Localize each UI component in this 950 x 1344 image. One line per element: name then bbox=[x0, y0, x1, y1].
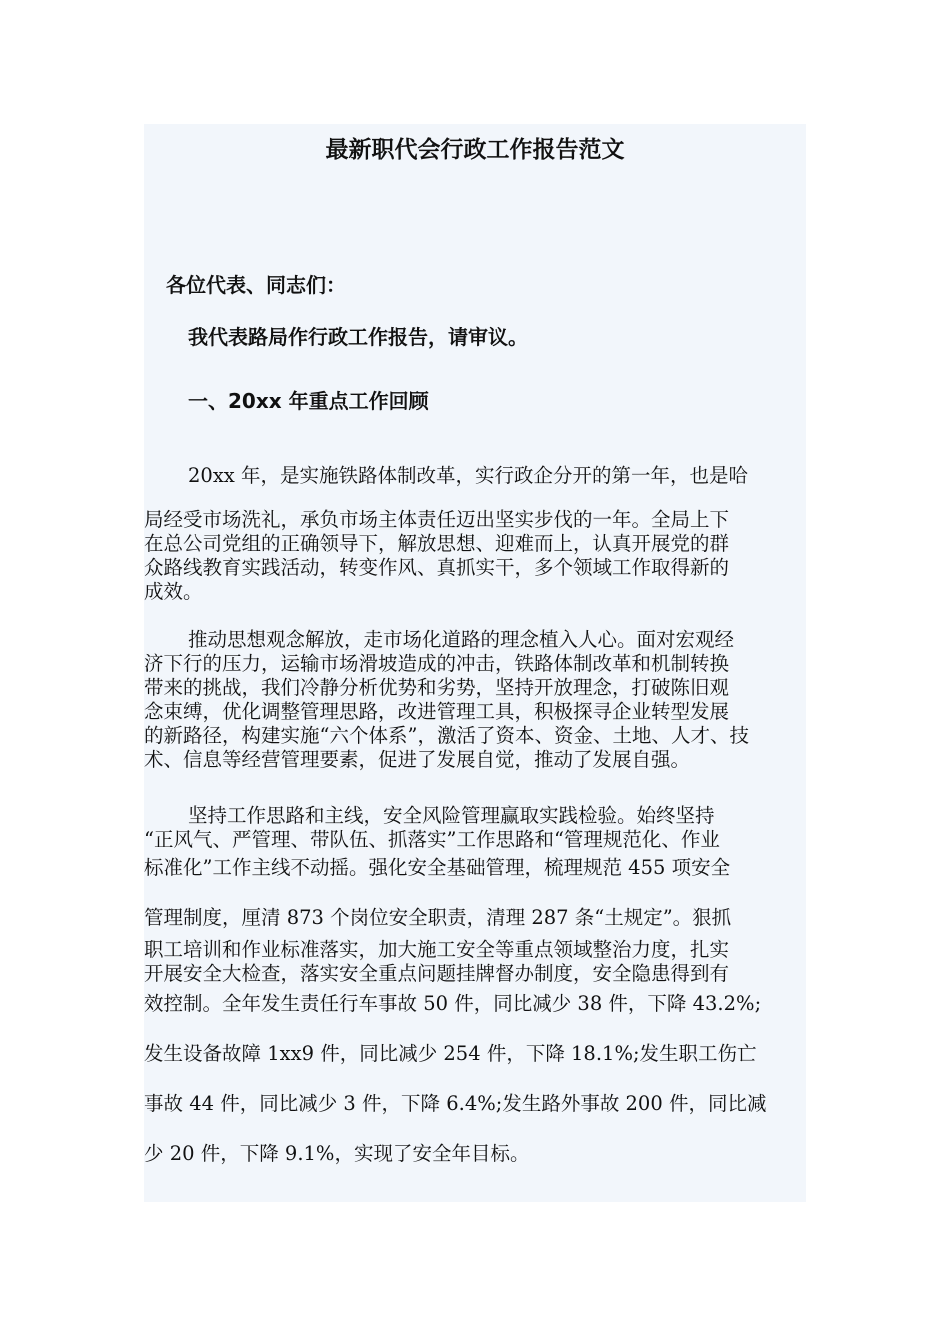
text-line: 念束缚，优化调整管理思路，改进管理工具，积极探寻企业转型发展 bbox=[144, 700, 730, 723]
text-line: 发生设备故障 1xx9 件，同比减少 254 件，下降 18.1%;发生职工伤亡 bbox=[144, 1042, 757, 1065]
text-line: 推动思想观念解放，走市场化道路的理念植入人心。面对宏观经 bbox=[188, 628, 735, 651]
text-line: 效控制。全年发生责任行车事故 50 件，同比减少 38 件，下降 43.2%; bbox=[144, 992, 762, 1015]
document-title: 最新职代会行政工作报告范文 bbox=[325, 137, 625, 163]
text-line: 事故 44 件，同比减少 3 件，下降 6.4%;发生路外事故 200 件，同比减 bbox=[144, 1092, 767, 1115]
text-line: 众路线教育实践活动，转变作风、真抓实干，多个领域工作取得新的 bbox=[144, 556, 730, 579]
text-line: “正风气、严管理、带队伍、抓落实”工作思路和“管理规范化、作业 bbox=[144, 828, 720, 851]
text-line: 在总公司党组的正确领导下，解放思想、迎难而上，认真开展党的群 bbox=[144, 532, 730, 555]
intro-line: 我代表路局作行政工作报告，请审议。 bbox=[188, 325, 528, 349]
section-heading: 一、20xx 年重点工作回顾 bbox=[188, 389, 429, 413]
text-line: 术、信息等经营管理要素，促进了发展自觉，推动了发展自强。 bbox=[144, 748, 691, 771]
text-line: 成效。 bbox=[144, 580, 203, 603]
text-line: 标准化”工作主线不动摇。强化安全基础管理，梳理规范 455 项安全 bbox=[144, 856, 731, 879]
text-line: 的新路径，构建实施“六个体系”，激活了资本、资金、土地、人才、技 bbox=[144, 724, 749, 747]
text-line: 职工培训和作业标准落实，加大施工安全等重点领域整治力度，扎实 bbox=[144, 938, 730, 961]
paragraph-review-summary bbox=[144, 464, 806, 604]
text-line: 开展安全大检查，落实安全重点问题挂牌督办制度，安全隐患得到有 bbox=[144, 962, 730, 985]
text-line: 局经受市场洗礼，承负市场主体责任迈出坚实步伐的一年。全局上下 bbox=[144, 508, 730, 531]
text-line: 济下行的压力，运输市场滑坡造成的冲击，铁路体制改革和机制转换 bbox=[144, 652, 730, 675]
text-line: 坚持工作思路和主线，安全风险管理赢取实践检验。始终坚持 bbox=[188, 804, 715, 827]
text-line: 少 20 件，下降 9.1%，实现了安全年目标。 bbox=[144, 1142, 530, 1165]
text-line: 20xx 年，是实施铁路体制改革，实行政企分开的第一年，也是哈 bbox=[188, 464, 749, 487]
salutation: 各位代表、同志们： bbox=[166, 273, 346, 297]
paragraph-safety-management bbox=[144, 804, 806, 1166]
paragraph-thinking-liberation bbox=[144, 628, 806, 772]
text-line: 管理制度，厘清 873 个岗位安全职责，清理 287 条“土规定”。狠抓 bbox=[144, 906, 732, 929]
text-line: 带来的挑战，我们冷静分析优势和劣势，坚持开放理念，打破陈旧观 bbox=[144, 676, 730, 699]
